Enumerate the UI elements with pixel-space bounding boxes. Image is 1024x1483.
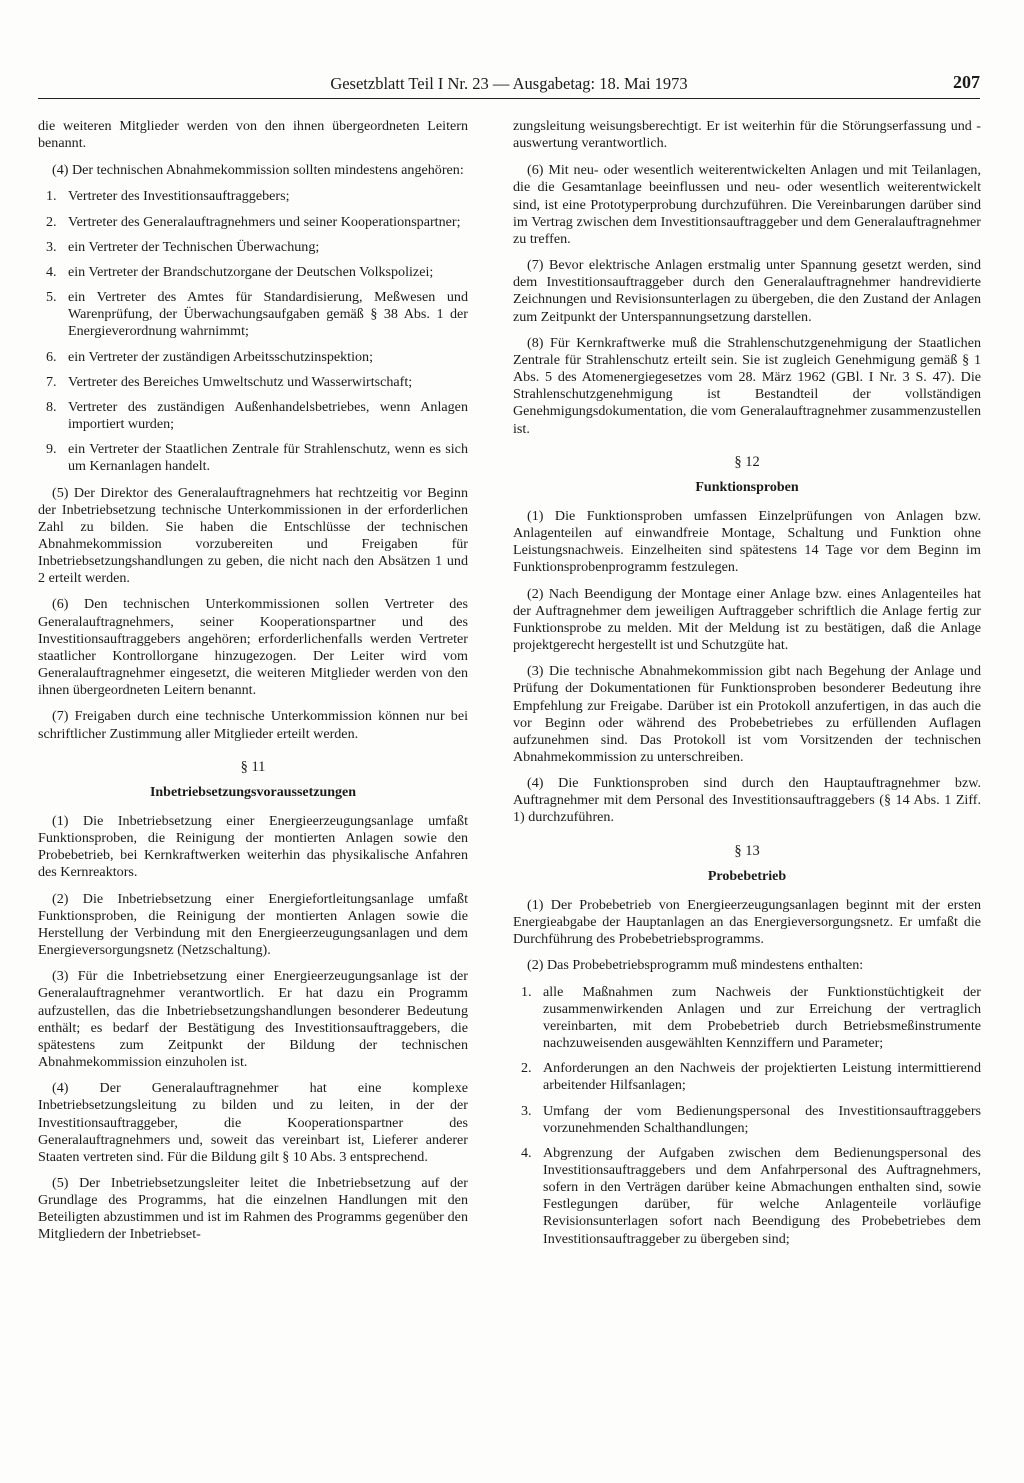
list-item: 8. Vertreter des zuständigen Außenhandelsbetriebes, wenn Anlagen importiert wurden;	[46, 398, 468, 433]
page-header	[38, 72, 980, 99]
section-title: Probebetrieb	[707, 868, 787, 884]
list-item: 1. Vertreter des Investitionsauftraggebers;	[46, 188, 290, 205]
paragraph: zungsleitung weisungsberechtigt. Er ist weiterhin für die Störungserfassung und -auswertung verantwortlich.	[513, 118, 981, 152]
paragraph: (1) Die Inbetriebsetzung einer Energieerzeugungsanlage umfaßt Funktionsproben, die Reinigung der montierten Anlagen sowie den Probebetrieb, bei Kernkraftwerken weiterhin das physikalische Anfahren des Kernreaktors.	[38, 813, 468, 881]
paragraph: (6) Mit neu- oder wesentlich weiterentwickelten Anlagen und mit Teilanlagen, die die Gesamtanlage beeinflussen und neu- oder wesentlich weiterentwickelt sind, ist eine Prototyperprobung durchzuführen. Die Vereinbarungen darüber sind im Vertrag zwischen dem Investitionsauftraggeber und dem Generalauftragnehmer zu treffen.	[513, 162, 981, 247]
paragraph: (1) Die Funktionsproben umfassen Einzelprüfungen von Anlagen bzw. Anlagenteilen auf einwandfreie Montage, Schaltung und Funktion ohne Leistungsnachweis. Einzelheiten sind spätestens 14 Tage vor dem Beginn im Funktionsprobenprogramm festzulegen.	[513, 507, 981, 576]
section-number: § 13	[734, 842, 760, 859]
list-item: 4. ein Vertreter der Brandschutzorgane der Deutschen Volkspolizei;	[46, 263, 434, 280]
paragraph: (5) Der Direktor des Generalauftragnehmers hat rechtzeitig vor Beginn der Inbetriebsetzung technische Unterkommissionen in der erforderlichen Zahl zu bilden. Sie haben die Entschlüsse der technischen Abnahmekommission vorzubereiten und Freigaben für Inbetriebsetzungshandlungen zu geben, die nicht nach den Absätzen 1 und 2 erteilt werden.	[38, 484, 468, 587]
left-column	[38, 118, 468, 1253]
list-item: 2. Anforderungen an den Nachweis der projektierten Leistung intermittierend arbeitender Hilfsanlagen;	[521, 1060, 981, 1094]
member-list	[38, 188, 468, 475]
list-item: 3. Umfang der vom Bedienungspersonal des Investitionsauftraggebers vorzunehmenden Schalthandlungen;	[521, 1102, 981, 1136]
page-number: 207	[953, 72, 980, 92]
list-item: 5. ein Vertreter des Amtes für Standardisierung, Meßwesen und Warenprüfung, der Überwachungsaufgaben gemäß § 38 Abs. 1 der Energieverordnung wahrnimmt;	[46, 289, 468, 340]
paragraph: (3) Für die Inbetriebsetzung einer Energieerzeugungsanlage ist der Generalauftragnehmer verantwortlich. Er hat dazu ein Programm aufzustellen, das die Inbetriebsetzungshandlungen besonderer Bedeutung enthält; es bedarf der Bestätigung des Investitionsauftraggebers, die spätestens zum Zeitpunkt der Bildung der technischen Abnahmekommission einzuholen ist.	[38, 968, 468, 1071]
section-title: Inbetriebsetzungsvoraussetzungen	[149, 784, 357, 800]
paragraph: (2) Die Inbetriebsetzung einer Energiefortleitungsanlage umfaßt Funktionsproben, die Reinigung der montierten Anlagen sowie die Herstellung der Verbindung mit den Energieerzeugungsanlagen und dem Energieversorgungsnetz (Netzschaltung).	[38, 890, 468, 959]
paragraph: (2) Das Probebetriebsprogramm muß mindestens enthalten:	[527, 957, 864, 974]
paragraph: die weiteren Mitglieder werden von den ihnen übergeordneten Leitern benannt.	[38, 118, 468, 152]
right-column	[513, 118, 981, 1257]
list-item: 1. alle Maßnahmen zum Nachweis der Funktionstüchtigkeit der zusammenwirkenden Anlagen und zur Erreichung der vertraglich vereinbarten, mit dem Probebetrieb durch Betriebsmeßinstrumente nachzuweisenden ausgewählten Kennziffern und Parameter;	[521, 983, 981, 1052]
list-item: 6. ein Vertreter der zuständigen Arbeitsschutzinspektion;	[46, 348, 374, 365]
paragraph: (8) Für Kernkraftwerke muß die Strahlenschutzgenehmigung der Staatlichen Zentrale für Strahlenschutz erteilt sein. Sie ist zugleich Genehmigung gemäß § 1 Abs. 5 des Atomenergiegesetzes vom 28. März 1962 (GBl. I Nr. 3 S. 47). Die Strahlenschutzgenehmigung ist Bestandteil der vollständigen Genehmigungsdokumentation, die vom Generalauftragnehmer zusammenzustellen ist.	[513, 334, 981, 437]
paragraph: (4) Der Generalauftragnehmer hat eine komplexe Inbetriebsetzungsleitung zu bilden und zu leiten, in der der Investitionsauftraggeber, die Kooperationspartner des Generalauftragnehmers und, soweit das vereinbart ist, Lieferer anderer Staaten vertreten sind. Für die Bildung gilt § 10 Abs. 3 entsprechend.	[38, 1080, 468, 1165]
list-item: 4. Abgrenzung der Aufgaben zwischen dem Bedienungspersonal des Investitionsauftraggebers und dem Anfahrpersonal des Auftragnehmers, sofern in den Verträgen darüber keine Abmachungen enthalten sind, sowie Festlegungen darüber, für welche Anlagenteile vorläufige Revisionsunterlagen sofort nach Beendigung des Probebetriebes dem Investitionsauftraggeber zu übergeben sind;	[521, 1144, 981, 1247]
section-number: § 11	[240, 758, 266, 775]
paragraph: (4) Der technischen Abnahmekommission sollten mindestens angehören:	[52, 162, 464, 179]
paragraph: (1) Der Probebetrieb von Energieerzeugungsanlagen beginnt mit der ersten Energieabgabe der Hauptanlagen an das Energieversorgungsnetz. Er umfaßt die Durchführung des Probebetriebsprogramms.	[513, 896, 981, 948]
paragraph: (3) Die technische Abnahmekommission gibt nach Begehung der Anlage und Prüfung der Dokumentationen für Funktionsproben besonderer Bedeutung ihre Empfehlung zur Freigabe. Darüber ist ein Protokoll anzufertigen, in das auch die vor Beginn oder während des Probebetriebes zu erfüllenden Auflagen aufzunehmen sind. Das Protokoll ist vom Vorsitzenden der technischen Abnahmekommission zu unterschreiben.	[513, 663, 981, 765]
paragraph: (4) Die Funktionsproben sind durch den Hauptauftragnehmer bzw. Auftragnehmer mit dem Personal des Investitionsauftraggebers (§ 14 Abs. 1 Ziff. 1) durchzuführen.	[513, 775, 981, 826]
header-title: Gesetzblatt Teil I Nr. 23 — Ausgabetag: 18. Mai 1973	[330, 74, 688, 93]
list-item: 7. Vertreter des Bereiches Umweltschutz und Wasserwirtschaft;	[46, 373, 413, 390]
section-number: § 12	[734, 453, 760, 470]
paragraph: (7) Freigaben durch eine technische Unterkommission können nur bei schriftlicher Zustimmung aller Mitglieder erteilt werden.	[38, 708, 468, 742]
list-item: 9. ein Vertreter der Staatlichen Zentrale für Strahlenschutz, wenn es sich um Kernanlagen handelt.	[46, 441, 468, 475]
section-title: Funktionsproben	[695, 479, 799, 495]
list-item: 2. Vertreter des Generalauftragnehmers und seiner Kooperationspartner;	[46, 213, 461, 230]
paragraph: (6) Den technischen Unterkommissionen sollen Vertreter des Generalauftragnehmers, seiner Kooperationspartner und des Investitionsauftraggebers angehören; erforderlichenfalls werden Vertreter staatlicher Kontrollorgane hinzugezogen. Der Leiter wird vom Generalauftragnehmer eingesetzt, die weiteren Mitglieder werden von den ihnen übergeordneten Leitern benannt.	[38, 596, 468, 699]
list-item: 3. ein Vertreter der Technischen Überwachung;	[46, 238, 320, 255]
program-list	[513, 984, 981, 1248]
paragraph: (7) Bevor elektrische Anlagen erstmalig unter Spannung gesetzt werden, sind dem Investitionsauftraggeber durch den Generalauftragnehmer handrevidierte Zeichnungen und Revisionsunterlagen zu übergeben, die den Zustand der Anlagen zum Zeitpunkt der Unterspannungsetzung darstellen.	[513, 257, 981, 325]
paragraph: (5) Der Inbetriebsetzungsleiter leitet die Inbetriebsetzung auf der Grundlage des Programms, hat die einzelnen Handlungen mit den Beteiligten abzustimmen und ist im Rahmen des Programms gegenüber den Mitgliedern der Inbetriebset-	[38, 1174, 468, 1243]
paragraph: (2) Nach Beendigung der Montage einer Anlage bzw. eines Anlagenteiles hat der Auftragnehmer dem jeweiligen Auftraggeber schriftlich die Anlage fertig zur Funktionsprobe zu melden. Mit der Meldung ist zu bestätigen, daß die Anlage projektgerecht hergestellt ist und Schutzgüte hat.	[513, 585, 981, 654]
